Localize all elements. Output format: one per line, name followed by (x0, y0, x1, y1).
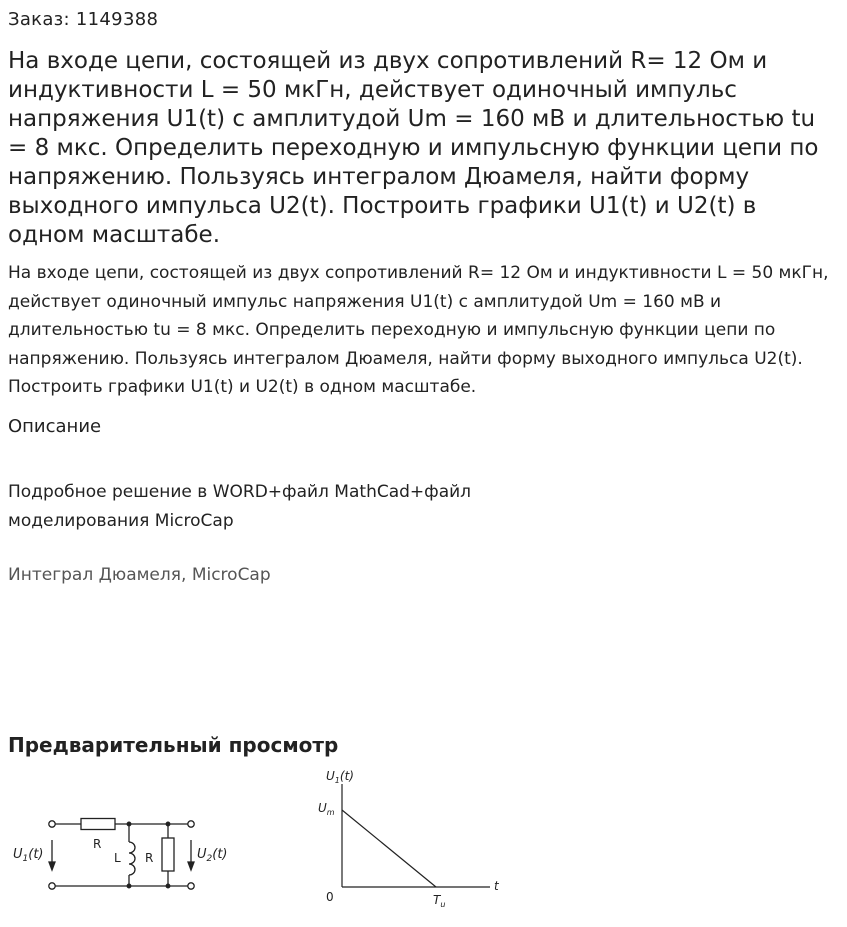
output-voltage-label: $U_2(t)$ (197, 847, 228, 864)
pulse-line (342, 810, 436, 887)
task-title: На входе цепи, состоящей из двух сопротивлений R= 12 Ом и индуктивности L = 50 мкГн, действует одиночный импульс напряжения U1(t) с амплитудой Um = 160 мВ и длительностью tu = 8 мкс. Определить переходную и импульсную функции цепи по напряжению. Пользуясь интегралом Дюамеля, найти форму выходного импульса U2(t). Построить графики U1(t) и U2(t) в одном масштабе. (8, 48, 819, 248)
graph-y-label: $U_1(t)$ (326, 769, 354, 785)
series-resistor-label: R (93, 837, 102, 851)
description-text: Подробное решение в WORD+файл MathCad+файл моделирования MicroCap (8, 482, 472, 531)
x-axis-label: t (494, 879, 499, 893)
input-terminal-bottom (49, 883, 55, 889)
shunt-resistor (162, 838, 174, 871)
order-number: Заказ: 1149388 (8, 9, 159, 30)
input-terminal-top (49, 821, 55, 827)
tag-link[interactable]: Интеграл Дюамеля (8, 565, 181, 585)
task-text: На входе цепи, состоящей из двух сопротивлений R= 12 Ом и индуктивности L = 50 мкГн, действует одиночный импульс напряжения U1(t) с амплитудой Um = 160 мВ и длительностью tu = 8 мкс. Определить переходную и импульсную функции цепи по напряжению. Пользуясь интегралом Дюамеля, найти форму выходного импульса U2(t). Построить графики U1(t) и U2(t) в одном масштабе. (8, 263, 829, 398)
tag-link[interactable]: MicroCap (191, 565, 271, 585)
inductor-label: L (114, 851, 121, 865)
input-voltage-label: $U_1(t)$ (13, 847, 44, 864)
shunt-resistor-label: R (145, 851, 154, 865)
tag-separator: , (181, 565, 192, 585)
origin-label: 0 (326, 890, 334, 904)
pulse-graph (342, 784, 490, 887)
preview-figure (0, 760, 520, 920)
circuit-diagram (49, 819, 194, 890)
series-resistor (81, 819, 115, 830)
description-heading: Описание (8, 416, 102, 437)
inductor (129, 842, 135, 875)
output-terminal-top (188, 821, 194, 827)
output-terminal-bottom (188, 883, 194, 889)
tag-list (8, 565, 271, 585)
amplitude-label: $U_m$ (318, 801, 335, 817)
preview-heading: Предварительный просмотр (8, 733, 339, 757)
duration-label: $T_u$ (433, 893, 446, 909)
